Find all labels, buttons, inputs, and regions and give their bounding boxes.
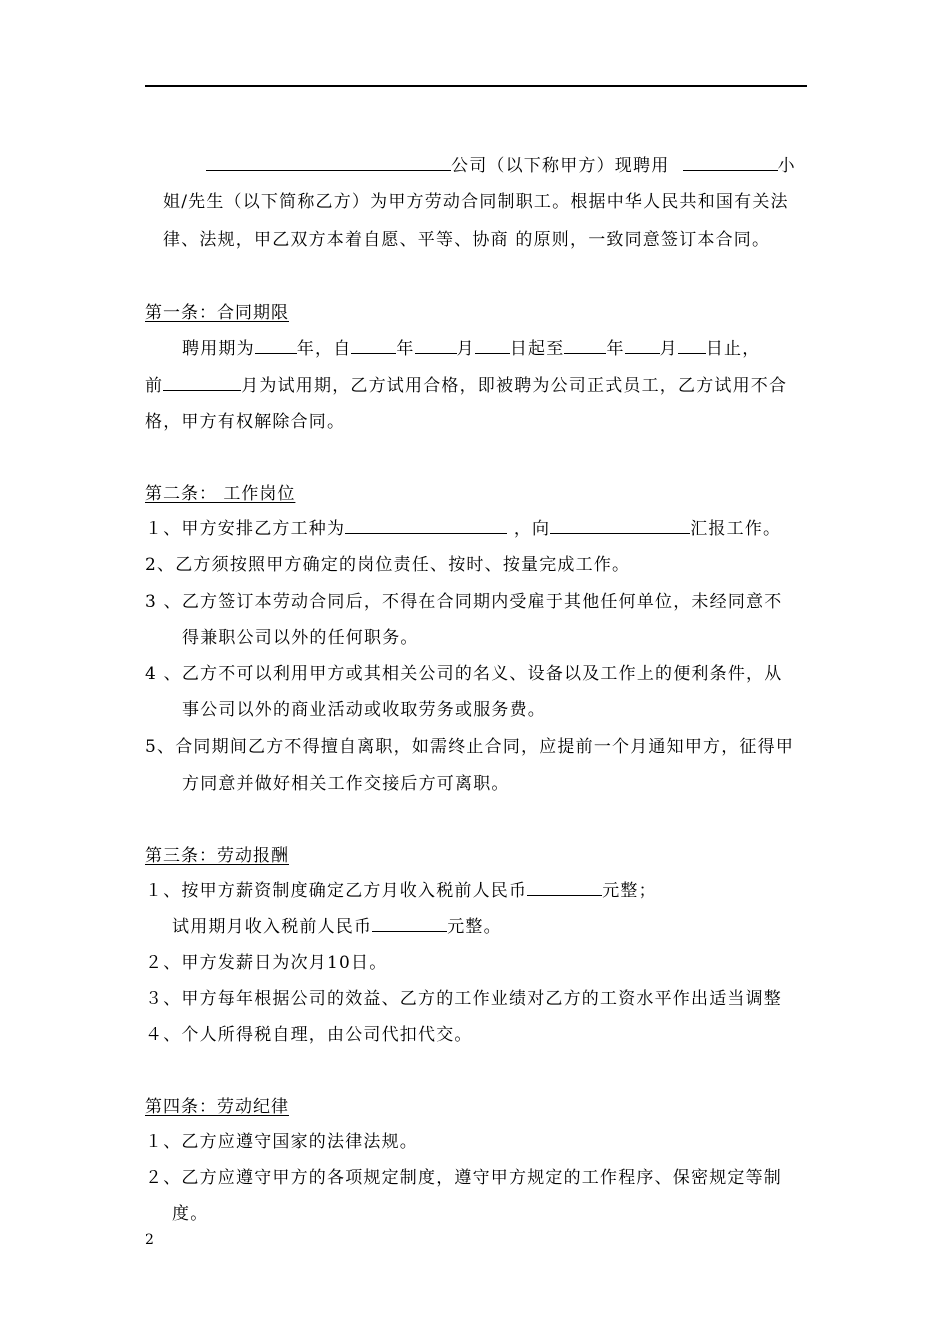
article-1-line-2 [145,375,787,397]
job-type-blank [345,518,507,534]
article-2-item-4-cont: 事公司以外的商业活动或收取劳务或服务费。 [182,700,546,720]
article-4-item-2-cont: 度。 [172,1204,209,1224]
header-rule [145,85,807,87]
text-segment: 月 [659,339,678,359]
text-segment: 汇报工作。 [690,519,782,539]
end-year-blank [564,338,606,354]
text-segment: 公司（以下称甲方）现聘用 [451,156,670,176]
text-segment: 日起至 [509,339,565,359]
text-segment: ，向 [513,519,551,539]
article-3-item-2: ２、甲方发薪日为次月10日。 [145,953,388,973]
text-segment: 元整。 [447,917,502,937]
article-2-item-3: 3 、乙方签订本劳动合同后，不得在合同期内受雇于其他任何单位，未经同意不 [145,592,783,612]
page-number: 2 [145,1232,154,1248]
probation-months-blank [163,375,241,391]
end-day-blank [678,338,706,354]
article-3-heading: 第三条：劳动报酬 [145,846,289,866]
text-segment: １、甲方安排乙方工种为 [145,519,346,539]
start-month-blank [415,338,457,354]
intro-line-3: 律、法规，甲乙双方本着自愿、平等、协商 的原则，一致同意签订本合同。 [163,230,771,250]
company-name-blank [206,155,451,171]
text-segment: １、按甲方薪资制度确定乙方月收入税前人民币 [145,881,528,901]
article-1-heading: 第一条：合同期限 [145,303,289,323]
article-2-item-5: 5、合同期间乙方不得擅自离职，如需终止合同，应提前一个月通知甲方，征得甲 [145,737,795,757]
text-segment: 年，自 [296,339,352,359]
intro-line-1 [206,155,796,177]
report-to-blank [550,518,690,534]
article-1-line-1 [182,338,760,360]
article-4-item-1: １、乙方应遵守国家的法律法规。 [145,1132,418,1152]
text-segment: 月为试用期，乙方试用合格，即被聘为公司正式员工，乙方试用不合 [241,376,788,396]
text-segment: 聘用期为 [182,339,255,359]
article-3-item-1 [145,880,657,902]
article-2-item-1 [145,518,781,540]
article-2-item-2: 2、乙方须按照甲方确定的岗位责任、按时、按量完成工作。 [145,555,631,575]
end-month-blank [625,338,660,354]
start-day-blank [475,338,510,354]
term-years-blank [255,338,297,354]
article-2-item-5-cont: 方同意并做好相关工作交接后方可离职。 [182,774,510,794]
probation-salary-blank [372,916,447,932]
text-segment: 年 [396,339,415,359]
text-segment: 试用期月收入税前人民币 [172,917,373,937]
text-segment: 月 [456,339,475,359]
monthly-salary-blank [527,880,602,896]
text-segment: 元整； [602,881,657,901]
start-year-blank [351,338,396,354]
article-4-heading: 第四条：劳动纪律 [145,1097,289,1117]
article-3-item-4: ４、个人所得税自理，由公司代扣代交。 [145,1025,473,1045]
article-2-item-4: 4 、乙方不可以利用甲方或其相关公司的名义、设备以及工作上的便利条件，从 [145,664,783,684]
article-3-item-3: ３、甲方每年根据公司的效益、乙方的工作业绩对乙方的工资水平作出适当调整 [145,989,782,1009]
article-2-heading: 第二条： 工作岗位 [145,484,296,504]
employee-name-blank [683,155,778,171]
article-4-item-2: ２、乙方应遵守甲方的各项规定制度，遵守甲方规定的工作程序、保密规定等制 [145,1168,782,1188]
article-1-line-3: 格，甲方有权解除合同。 [145,412,346,432]
text-segment: 小 [777,156,796,176]
text-segment: 年 [606,339,625,359]
article-3-item-1-cont [172,916,502,938]
text-segment: 前 [145,376,164,396]
article-2-item-3-cont: 得兼职公司以外的任何职务。 [182,628,419,648]
text-segment: 日止， [705,339,761,359]
intro-line-2: 姐/先生（以下简称乙方）为甲方劳动合同制职工。根据中华人民共和国有关法 [163,192,789,212]
